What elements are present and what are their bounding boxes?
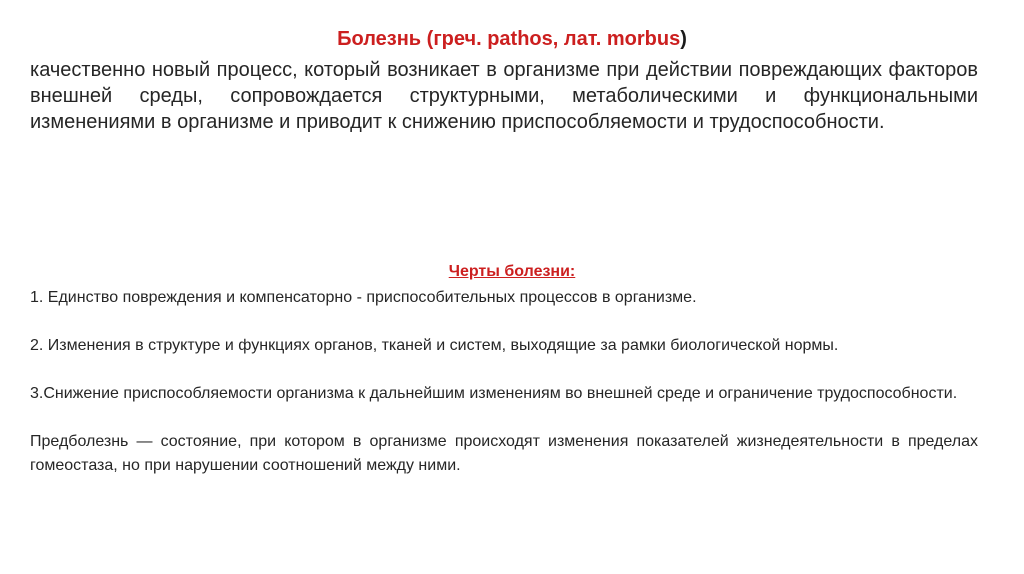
definition-text: качественно новый процесс, который возникает в организме при действии повреждающих факторов внешней среды, сопровождается структурными, метаболическими и функциональными изменениями в организме и приводит к снижению приспособляемости и трудоспособности. <box>30 59 978 133</box>
features-heading: Черты болезни: <box>448 263 576 280</box>
feature-item-3: 3.Снижение приспособляемости организма к дальнейшим изменениям во внешней среде и ограничение трудоспособности. <box>30 385 958 402</box>
feature-item-2: 2. Изменения в структуре и функциях органов, тканей и систем, выходящие за рамки биологической нормы. <box>30 337 839 354</box>
feature-item-1: 1. Единство повреждения и компенсаторно - приспособительных процессов в организме. <box>30 289 697 306</box>
title-closing: ) <box>680 28 687 50</box>
slide-title <box>0 26 1024 52</box>
title-term: Болезнь (греч. pathos, лат. morbus <box>337 28 681 50</box>
spacer <box>30 310 978 334</box>
spacer <box>30 358 978 382</box>
spacer <box>30 406 978 430</box>
features-list <box>30 286 978 478</box>
predisease-text: Предболезнь — состояние, при котором в организме происходят изменения показателей жизнедеятельности в пределах гомеостаза, но при нарушении соотношений между ними. <box>30 433 978 474</box>
